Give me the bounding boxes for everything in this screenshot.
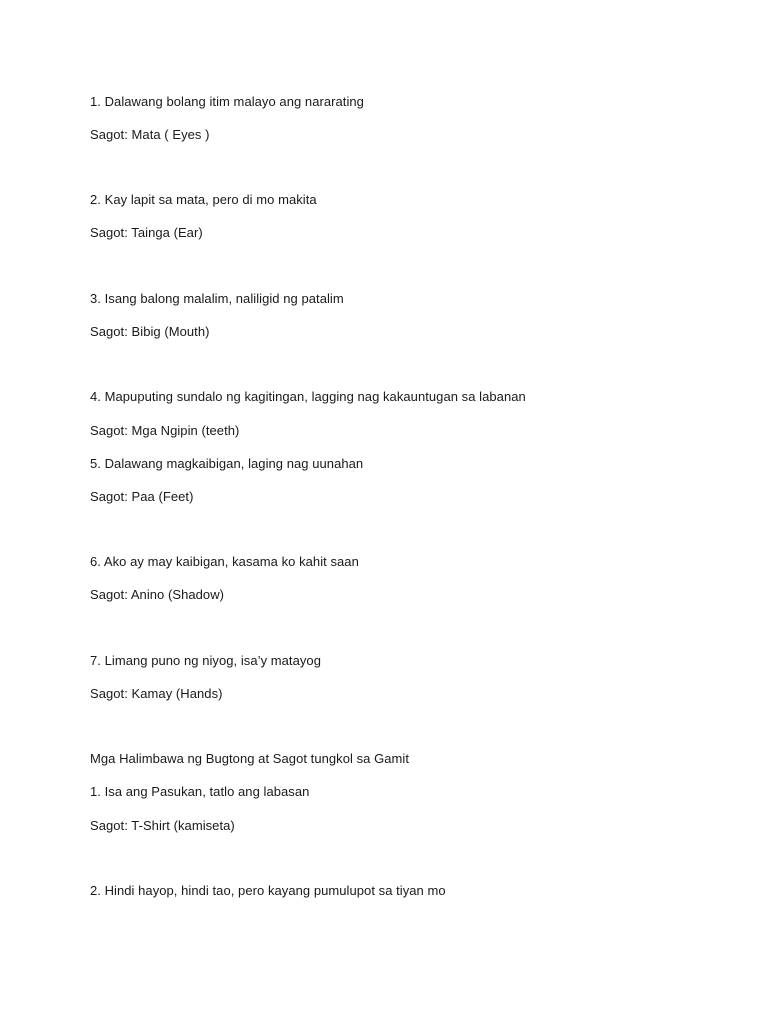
gamit-riddle-1-answer: Sagot: T-Shirt (kamiseta) — [90, 818, 235, 833]
gamit-riddle-2-question: 2. Hindi hayop, hindi tao, pero kayang pumulupot sa tiyan mo — [90, 883, 446, 898]
gamit-riddle-1-question: 1. Isa ang Pasukan, tatlo ang labasan — [90, 784, 310, 799]
riddle-3-answer: Sagot: Bibig (Mouth) — [90, 324, 210, 339]
riddle-1-question: 1. Dalawang bolang itim malayo ang nararating — [90, 94, 364, 109]
riddle-4-answer: Sagot: Mga Ngipin (teeth) — [90, 423, 240, 438]
riddle-1-answer: Sagot: Mata ( Eyes ) — [90, 127, 210, 142]
section-heading: Mga Halimbawa ng Bugtong at Sagot tungkol sa Gamit — [90, 751, 410, 766]
riddle-7-question: 7. Limang puno ng niyog, isa’y matayog — [90, 653, 321, 668]
riddle-2-question: 2. Kay lapit sa mata, pero di mo makita — [90, 192, 317, 207]
riddle-5-answer: Sagot: Paa (Feet) — [90, 489, 194, 504]
riddle-4-question: 4. Mapuputing sundalo ng kagitingan, lagging nag kakauntugan sa labanan — [90, 389, 526, 404]
riddle-7-answer: Sagot: Kamay (Hands) — [90, 686, 223, 701]
riddle-6-answer: Sagot: Anino (Shadow) — [90, 587, 225, 602]
riddle-6-question: 6. Ako ay may kaibigan, kasama ko kahit saan — [90, 554, 359, 569]
riddle-5-question: 5. Dalawang magkaibigan, laging nag uunahan — [90, 456, 364, 471]
riddle-2-answer: Sagot: Tainga (Ear) — [90, 225, 203, 240]
riddle-3-question: 3. Isang balong malalim, naliligid ng patalim — [90, 291, 344, 306]
